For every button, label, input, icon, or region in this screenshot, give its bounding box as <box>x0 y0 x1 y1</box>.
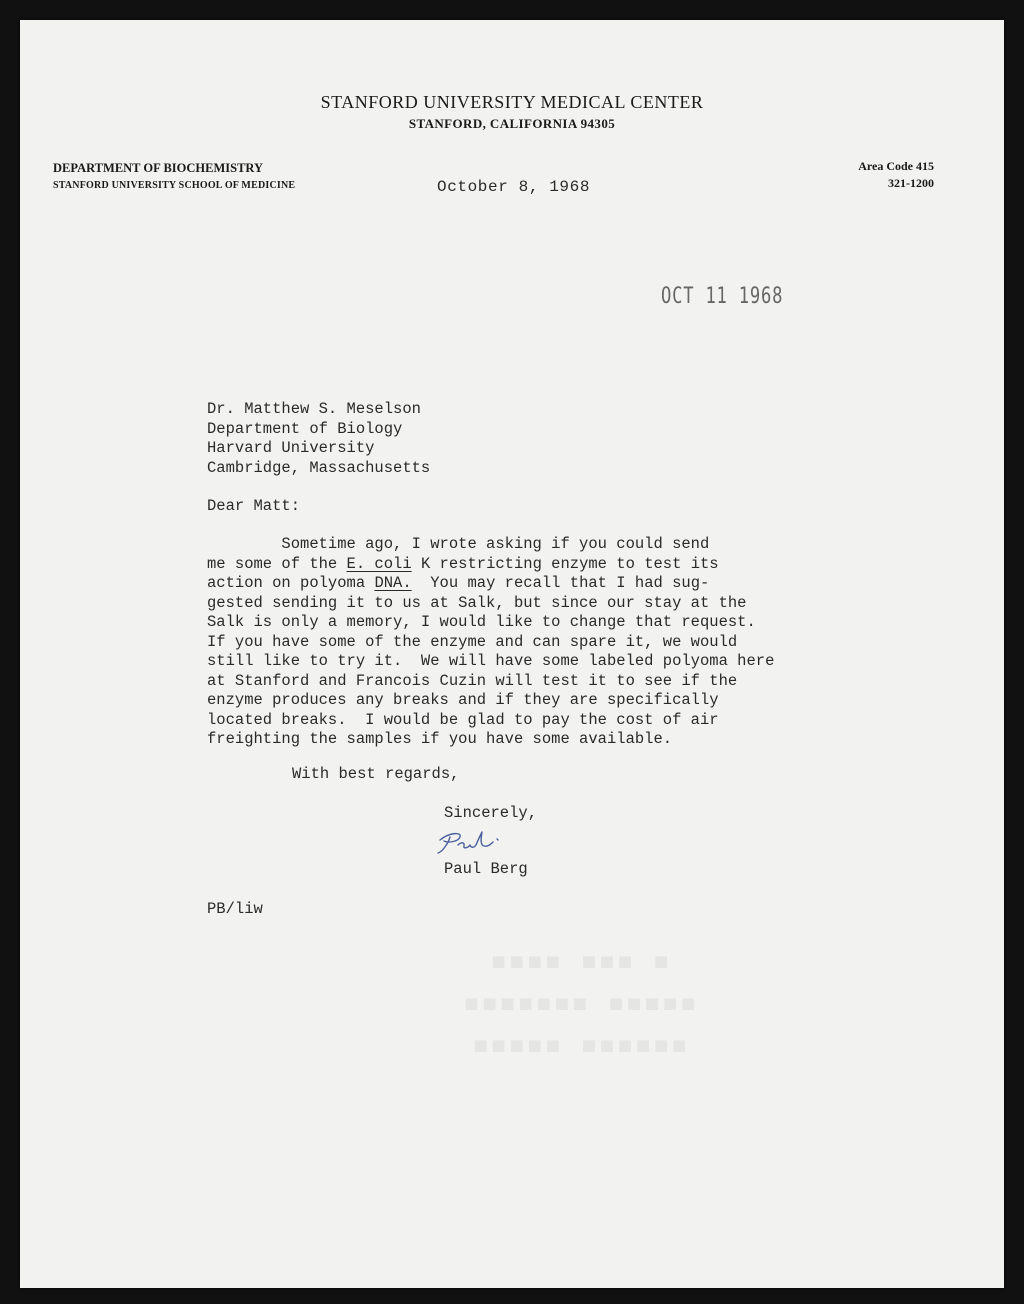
handwritten-signature <box>428 826 508 860</box>
closing-sincerely: Sincerely, <box>444 804 538 822</box>
letterhead-school: STANFORD UNIVERSITY SCHOOL OF MEDICINE <box>53 180 296 191</box>
letterhead-department-block <box>53 160 295 194</box>
closing-regards: With best regards, <box>292 765 460 783</box>
body-line <box>207 574 774 594</box>
recipient-address <box>207 400 430 478</box>
underlined-dna: DNA. <box>374 574 412 592</box>
body-line-segment: action on polyoma <box>207 574 375 592</box>
body-line <box>207 555 774 575</box>
body-line: still like to try it. We will have some labeled polyoma here <box>207 652 775 670</box>
body-line-segment: You may recall that I had sug- <box>411 574 710 592</box>
recipient-line: Harvard University <box>207 439 375 457</box>
body-line-segment: K restricting enzyme to test its <box>411 554 719 573</box>
body-line: at Stanford and Francois Cuzin will test it to see if the <box>207 671 738 690</box>
body-line: freighting the samples if you have some available. <box>207 730 673 748</box>
letterhead-area-code: Area Code 415 <box>858 159 934 173</box>
letterhead-phone: 321-1200 <box>888 176 934 190</box>
letter-page <box>20 20 1004 1288</box>
body-line: Sometime ago, I wrote asking if you could send <box>207 535 710 553</box>
letterhead-department: DEPARTMENT OF BIOCHEMISTRY <box>53 161 264 175</box>
recipient-line: Dr. Matthew S. Meselson <box>207 400 421 418</box>
letterhead-city: STANFORD, CALIFORNIA 94305 <box>408 116 616 131</box>
letterhead-institution: STANFORD UNIVERSITY MEDICAL CENTER <box>320 92 704 112</box>
letter-body <box>207 535 774 750</box>
reverse-side-bleed-through: ▪ ▪▪▪ ▪▪▪▪ ▪▪▪▪▪ ▪▪▪▪▪▪▪ ▪▪▪▪▪▪ ▪▪▪▪▪ <box>462 943 698 1062</box>
letter-date: October 8, 1968 <box>437 178 591 196</box>
received-date-stamp: OCT 11 1968 <box>661 284 784 309</box>
body-line: Salk is only a memory, I would like to change that request. <box>207 613 756 631</box>
body-line: enzyme produces any breaks and if they are specifically <box>207 691 719 709</box>
underlined-organism: E. coli <box>346 554 412 573</box>
salutation: Dear Matt: <box>207 497 301 515</box>
recipient-line: Department of Biology <box>207 419 403 438</box>
body-line-segment: me some of the <box>207 554 347 573</box>
body-line: gested sending it to us at Salk, but since our stay at the <box>207 593 747 612</box>
signer-name: Paul Berg <box>444 860 528 878</box>
body-line: located breaks. I would be glad to pay the cost of air <box>207 710 719 729</box>
letterhead-phone-block <box>858 158 934 192</box>
recipient-line: Cambridge, Massachusetts <box>207 458 431 477</box>
body-line: If you have some of the enzyme and can spare it, we would <box>207 632 738 651</box>
typist-initials: PB/liw <box>207 900 263 918</box>
